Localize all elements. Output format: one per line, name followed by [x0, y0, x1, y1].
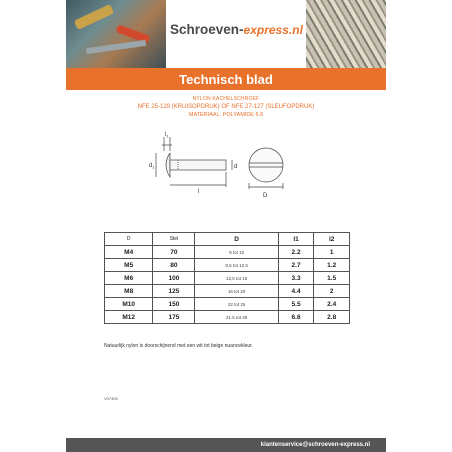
col-header: l1 — [278, 233, 314, 246]
table-cell: 2 — [314, 285, 350, 298]
col-header: Stel — [153, 233, 195, 246]
logo-area — [166, 0, 306, 68]
table-cell: M12 — [105, 311, 153, 324]
page-title: Technisch blad — [179, 71, 273, 87]
spec-table — [104, 232, 350, 324]
table-cell: M6 — [105, 272, 153, 285]
col-header: D — [195, 233, 278, 246]
table-row — [105, 285, 350, 298]
table-row — [105, 272, 350, 285]
table-header-row — [105, 233, 350, 246]
table-cell: 2.8 — [314, 311, 350, 324]
col-header: l2 — [314, 233, 350, 246]
technical-sheet — [66, 0, 386, 452]
table-cell: 125 — [153, 285, 195, 298]
footer-bar — [66, 438, 386, 452]
table-row — [105, 259, 350, 272]
table-row — [105, 246, 350, 259]
table-cell: 2.7 — [278, 259, 314, 272]
table-cell: M10 — [105, 298, 153, 311]
table-cell: 22 tot 25 — [195, 298, 278, 311]
table-cell: M4 — [105, 246, 153, 259]
label-l: l — [198, 189, 200, 195]
brand-logo[interactable] — [170, 22, 303, 37]
table-cell: 9 tot 10 — [195, 246, 278, 259]
table-cell: 4.4 — [278, 285, 314, 298]
table-cell: 8,5 tot 12,5 — [195, 259, 278, 272]
table-cell: 1.5 — [314, 272, 350, 285]
table-cell: 1.2 — [314, 259, 350, 272]
table-cell: M8 — [105, 285, 153, 298]
table-cell: 2.4 — [314, 298, 350, 311]
table-cell: 16 tot 20 — [195, 285, 278, 298]
table-cell: 70 — [153, 246, 195, 259]
table-cell: M5 — [105, 259, 153, 272]
title-bar — [66, 68, 386, 90]
table-cell: 150 — [153, 298, 195, 311]
table-cell: 2.2 — [278, 246, 314, 259]
label-d: d — [234, 164, 238, 170]
table-cell: 5.5 — [278, 298, 314, 311]
table-cell: 175 — [153, 311, 195, 324]
table-row — [105, 311, 350, 324]
screws-photo — [306, 0, 386, 68]
table-row — [105, 298, 350, 311]
table-cell: 80 — [153, 259, 195, 272]
screw-drawing — [148, 127, 304, 203]
label-l1: $l_1$ — [165, 132, 169, 139]
table-cell: 21.5 tot 30 — [195, 311, 278, 324]
product-material: MATERIAAL: POLYAMIDE 6.6 — [188, 112, 264, 118]
table-cell: 3.3 — [278, 272, 314, 285]
table-cell: 6.6 — [278, 311, 314, 324]
label-D: D — [263, 193, 268, 199]
table-cell: 100 — [153, 272, 195, 285]
material-note: Natuurlijk nylon is doorschijnend met een wit tot beige nuancekleur. — [104, 343, 253, 349]
product-name: NYLON KACHELSCHROEF — [192, 96, 260, 102]
contact-email-link[interactable]: klantenservice@schroeven-express.nl — [260, 442, 370, 448]
col-header: D — [105, 233, 153, 246]
table-cell: 13,5 tot 15 — [195, 272, 278, 285]
document-code: V07300 — [104, 396, 118, 401]
workshop-photo — [66, 0, 166, 68]
table-cell: 1 — [314, 246, 350, 259]
logo-main-text: Schroeven- — [170, 22, 244, 37]
label-d1: $d_1$ — [149, 163, 155, 170]
header-banner — [66, 0, 386, 68]
logo-accent-text: express.nl — [243, 23, 303, 37]
product-standard: NFE 25-129 (KRUISOPDRUK) OF NFE 27-127 (SLEUFOPDRUK) — [137, 104, 315, 110]
